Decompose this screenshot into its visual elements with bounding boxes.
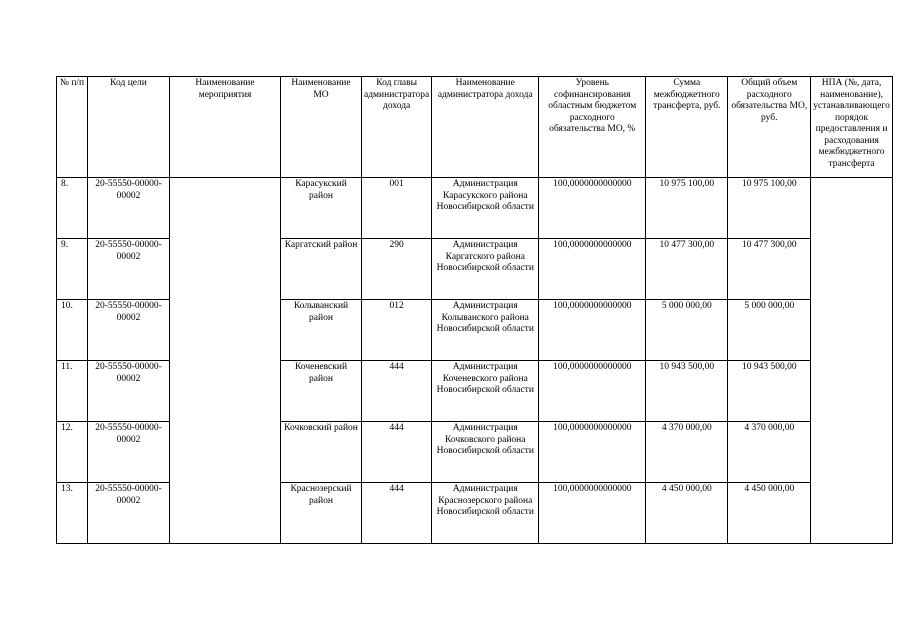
cell-admin-name: Администрация Колыванского района Новосибирской области xyxy=(432,300,539,361)
cell-goal-code: 20-55550-00000-00002 xyxy=(88,178,170,239)
table-row xyxy=(57,361,893,422)
cell-npa xyxy=(811,178,893,239)
cell-npa xyxy=(811,422,893,483)
table-row xyxy=(57,483,893,544)
cell-transfer: 5 000 000,00 xyxy=(646,300,728,361)
cell-event xyxy=(170,361,281,422)
cell-num: 13. xyxy=(57,483,88,544)
cell-num: 8. xyxy=(57,178,88,239)
cell-admin-name: Администрация Каргатского района Новосибирской области xyxy=(432,239,539,300)
cell-level: 100,0000000000000 xyxy=(539,361,646,422)
header-cell-level: Уровень софинансирования областным бюджетом расходного обязательства МО, % xyxy=(539,77,646,178)
header-row xyxy=(57,77,893,178)
cell-level: 100,0000000000000 xyxy=(539,300,646,361)
cell-goal-code: 20-55550-00000-00002 xyxy=(88,422,170,483)
cell-total: 10 975 100,00 xyxy=(728,178,811,239)
cell-event xyxy=(170,422,281,483)
header-cell-event: Наименование мероприятия xyxy=(170,77,281,178)
cell-admin-name: Администрация Краснозерского района Новосибирской области xyxy=(432,483,539,544)
table-row xyxy=(57,300,893,361)
header-cell-transfer: Сумма межбюджетного трансферта, руб. xyxy=(646,77,728,178)
cell-event xyxy=(170,483,281,544)
cell-level: 100,0000000000000 xyxy=(539,239,646,300)
cell-mo: Кочковский район xyxy=(281,422,362,483)
table-row xyxy=(57,239,893,300)
cell-npa xyxy=(811,361,893,422)
cell-admin-code: 444 xyxy=(362,422,432,483)
cell-admin-code: 001 xyxy=(362,178,432,239)
header-cell-mo: Наименование МО xyxy=(281,77,362,178)
cell-transfer: 4 450 000,00 xyxy=(646,483,728,544)
header-cell-total: Общий объем расходного обязательства МО, руб. xyxy=(728,77,811,178)
cell-transfer: 10 975 100,00 xyxy=(646,178,728,239)
cell-num: 12. xyxy=(57,422,88,483)
cell-admin-code: 012 xyxy=(362,300,432,361)
cell-admin-code: 444 xyxy=(362,361,432,422)
cell-total: 5 000 000,00 xyxy=(728,300,811,361)
table-body xyxy=(57,178,893,544)
cell-mo: Колыванский район xyxy=(281,300,362,361)
cell-npa xyxy=(811,300,893,361)
header-cell-npa: НПА (№, дата, наименование), устанавливающего порядок предоставления и расходования межбюджетного трансферта xyxy=(811,77,893,178)
header-cell-num: № п/п xyxy=(57,77,88,178)
cell-goal-code: 20-55550-00000-00002 xyxy=(88,239,170,300)
cell-transfer: 10 943 500,00 xyxy=(646,361,728,422)
cell-admin-name: Администрация Кочковского района Новосибирской области xyxy=(432,422,539,483)
header-cell-admin-code: Код главы администратора дохода xyxy=(362,77,432,178)
table-row xyxy=(57,422,893,483)
cell-transfer: 10 477 300,00 xyxy=(646,239,728,300)
cell-total: 10 943 500,00 xyxy=(728,361,811,422)
header-cell-goal-code: Код цели xyxy=(88,77,170,178)
transfer-table xyxy=(56,76,893,544)
cell-level: 100,0000000000000 xyxy=(539,483,646,544)
cell-event xyxy=(170,178,281,239)
cell-mo: Краснозерский район xyxy=(281,483,362,544)
header-cell-admin-name: Наименование администратора дохода xyxy=(432,77,539,178)
cell-admin-code: 290 xyxy=(362,239,432,300)
cell-num: 10. xyxy=(57,300,88,361)
cell-mo: Коченевский район xyxy=(281,361,362,422)
cell-total: 10 477 300,00 xyxy=(728,239,811,300)
table-row xyxy=(57,178,893,239)
cell-npa xyxy=(811,483,893,544)
cell-event xyxy=(170,239,281,300)
cell-num: 11. xyxy=(57,361,88,422)
cell-goal-code: 20-55550-00000-00002 xyxy=(88,483,170,544)
cell-total: 4 450 000,00 xyxy=(728,483,811,544)
cell-mo: Каргатский район xyxy=(281,239,362,300)
cell-npa xyxy=(811,239,893,300)
cell-event xyxy=(170,300,281,361)
cell-goal-code: 20-55550-00000-00002 xyxy=(88,300,170,361)
cell-mo: Карасукский район xyxy=(281,178,362,239)
cell-transfer: 4 370 000,00 xyxy=(646,422,728,483)
cell-level: 100,0000000000000 xyxy=(539,178,646,239)
cell-admin-name: Администрация Коченевского района Новосибирской области xyxy=(432,361,539,422)
cell-admin-name: Администрация Карасукского района Новосибирской области xyxy=(432,178,539,239)
cell-level: 100,0000000000000 xyxy=(539,422,646,483)
cell-admin-code: 444 xyxy=(362,483,432,544)
cell-num: 9. xyxy=(57,239,88,300)
cell-total: 4 370 000,00 xyxy=(728,422,811,483)
cell-goal-code: 20-55550-00000-00002 xyxy=(88,361,170,422)
